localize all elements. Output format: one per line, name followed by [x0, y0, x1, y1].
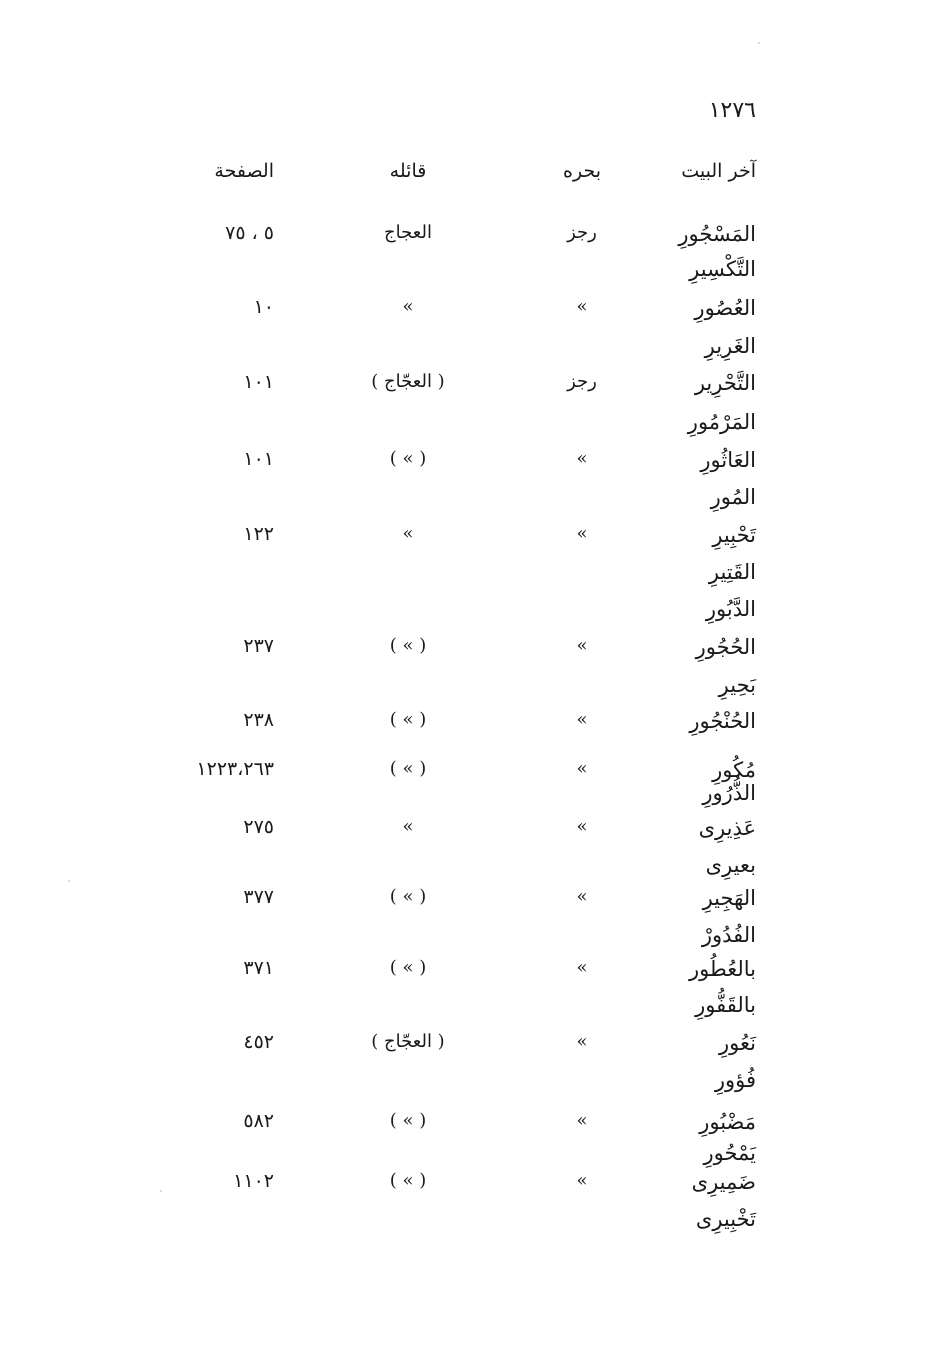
table-row: [0, 410, 942, 444]
verse-end-cell: بالعُطُور: [689, 957, 756, 981]
meter-cell: »: [576, 523, 588, 544]
table-header: [0, 160, 942, 190]
verse-end-cell: مَضْبُورِ: [699, 1110, 756, 1134]
verse-end-cell: العُصُورِ: [694, 296, 756, 320]
verse-end-cell: العَاثُورِ: [700, 448, 756, 472]
verse-end-cell: بالقَفُّورِ: [695, 993, 756, 1017]
table-row: [0, 560, 942, 594]
verse-end-cell: المَرْمُورِ: [687, 410, 756, 434]
table-row: [0, 334, 942, 368]
verse-end-cell: الحُجُورِ: [695, 635, 756, 659]
verse-end-cell: التَّكْسِيرِ: [689, 257, 756, 281]
table-row: [0, 1170, 942, 1204]
page-cell: ١٢٢٣،٢٦٣: [196, 758, 274, 780]
table-row: [0, 371, 942, 405]
table-row: [0, 1110, 942, 1144]
poet-cell: »: [402, 816, 414, 837]
meter-cell: »: [576, 957, 588, 978]
poet-cell: ( » ): [389, 448, 427, 469]
verse-end-cell: تَخْبِيرِى: [695, 1207, 756, 1231]
table-row: [0, 886, 942, 920]
page-cell: ١٢٢: [243, 523, 274, 545]
header-poet: قائله: [389, 160, 427, 182]
verse-end-cell: الحُنْجُورِ: [689, 709, 756, 733]
scan-speck: [68, 880, 70, 882]
table-row: [0, 781, 942, 815]
table-row: [0, 1068, 942, 1102]
verse-end-cell: نَعُورِ: [719, 1031, 756, 1055]
table-row: [0, 296, 942, 330]
table-row: [0, 485, 942, 519]
poet-cell: ( العجّاج ): [371, 371, 445, 392]
header-verse-end: آخر البيت: [681, 160, 756, 182]
page-cell: ١١٠٢: [233, 1170, 274, 1192]
verse-end-cell: تَحْبِيرِ: [712, 523, 756, 547]
table-row: [0, 635, 942, 669]
meter-cell: »: [576, 1170, 588, 1191]
table-row: [0, 673, 942, 707]
table-row: [0, 523, 942, 557]
table-row: [0, 222, 942, 256]
table-row: [0, 257, 942, 291]
page-cell: ٤٥٢: [243, 1031, 274, 1053]
header-page: الصفحة: [214, 160, 274, 182]
meter-cell: »: [576, 1031, 588, 1052]
poet-cell: العجاج: [384, 222, 432, 243]
verse-end-cell: الدَّبُورِ: [705, 597, 756, 621]
page-cell: ١٠١: [243, 448, 274, 470]
table-row: [0, 993, 942, 1027]
page-cell: ٢٣٨: [243, 709, 274, 731]
page-cell: ١٠: [253, 296, 274, 318]
meter-cell: »: [576, 816, 588, 837]
meter-cell: »: [576, 296, 588, 317]
verse-end-cell: بَحِيرِ: [718, 673, 756, 697]
poet-cell: ( » ): [389, 758, 427, 779]
poet-cell: ( » ): [389, 1170, 427, 1191]
page-number: ١٢٧٦: [708, 98, 756, 123]
verse-end-cell: فُؤورِ: [714, 1068, 756, 1092]
table-row: [0, 597, 942, 631]
page-cell: ٢٣٧: [243, 635, 274, 657]
table-row: [0, 1207, 942, 1241]
page-cell: ٥٨٢: [243, 1110, 274, 1132]
table-row: [0, 448, 942, 482]
page-cell: ٣٧١: [243, 957, 274, 979]
poet-cell: ( » ): [389, 709, 427, 730]
meter-cell: رجز: [567, 371, 597, 392]
poet-cell: ( » ): [389, 886, 427, 907]
verse-end-cell: عَذِيرِى: [698, 816, 756, 840]
verse-end-cell: الفُدُورْ: [701, 923, 756, 947]
table-row: [0, 709, 942, 743]
verse-end-cell: الغَرِيرِ: [704, 334, 756, 358]
verse-end-cell: يَمْحُورِ: [703, 1141, 756, 1165]
meter-cell: »: [576, 1110, 588, 1131]
poet-cell: ( » ): [389, 1110, 427, 1131]
table-row: [0, 957, 942, 991]
meter-cell: »: [576, 709, 588, 730]
poet-cell: ( العجّاج ): [371, 1031, 445, 1052]
meter-cell: »: [576, 448, 588, 469]
page-cell: ٣٧٧: [243, 886, 274, 908]
scan-speck: [758, 42, 760, 44]
meter-cell: »: [576, 886, 588, 907]
verse-end-cell: الذُّرُورِ: [702, 781, 756, 805]
page-cell: ٢٧٥: [243, 816, 274, 838]
verse-end-cell: ضَمِيرِى: [691, 1170, 756, 1194]
verse-end-cell: التَّحْرِير: [694, 371, 756, 395]
poet-cell: ( » ): [389, 957, 427, 978]
poet-cell: »: [402, 296, 414, 317]
verse-end-cell: مُكُورِ: [712, 758, 756, 782]
poet-cell: ( » ): [389, 635, 427, 656]
verse-end-cell: المُورِ: [710, 485, 756, 509]
meter-cell: »: [576, 635, 588, 656]
page-cell: ٥ ، ٧٥: [225, 222, 274, 244]
verse-end-cell: القَتِيرِ: [708, 560, 756, 584]
header-meter: بحره: [563, 160, 601, 182]
meter-cell: »: [576, 758, 588, 779]
table-row: [0, 853, 942, 887]
verse-end-cell: بعيرِى: [705, 853, 756, 877]
table-row: [0, 923, 942, 957]
poet-cell: »: [402, 523, 414, 544]
verse-end-cell: الهَجِيرِ: [702, 886, 756, 910]
verse-end-cell: المَسْجُورِ: [678, 222, 756, 246]
table-row: [0, 816, 942, 850]
page-cell: ١٠١: [243, 371, 274, 393]
meter-cell: رجز: [567, 222, 597, 243]
table-row: [0, 1031, 942, 1065]
scan-speck: [160, 1190, 162, 1192]
